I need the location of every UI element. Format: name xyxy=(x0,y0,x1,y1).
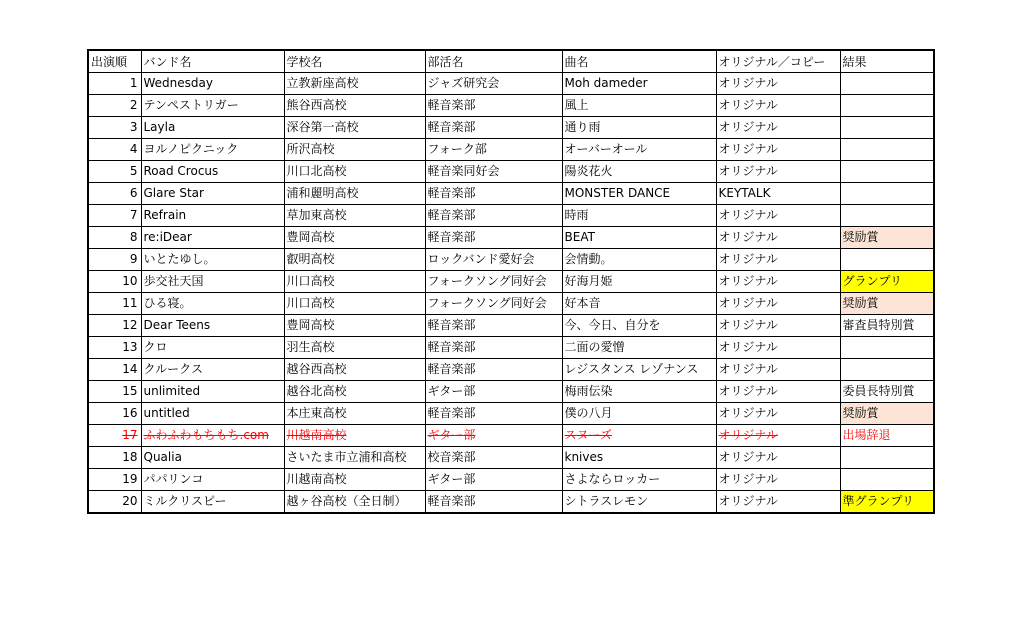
cell-order[interactable]: 17 xyxy=(88,425,141,447)
cell-original-copy[interactable]: オリジナル xyxy=(716,95,840,117)
cell-school-name[interactable]: 叡明高校 xyxy=(284,249,425,271)
cell-school-name[interactable]: 所沢高校 xyxy=(284,139,425,161)
table-row xyxy=(88,227,934,249)
table-row xyxy=(88,161,934,183)
table-row xyxy=(88,117,934,139)
table-row xyxy=(88,447,934,469)
cell-order[interactable]: 15 xyxy=(88,381,141,403)
cell-club-name[interactable]: 軽音楽部 xyxy=(425,403,562,425)
cell-song-title[interactable]: 時雨 xyxy=(562,205,716,227)
table-row xyxy=(88,337,934,359)
table-row xyxy=(88,271,934,293)
header-club[interactable]: 部活名 xyxy=(425,50,562,73)
table-row xyxy=(88,183,934,205)
cell-band-name[interactable]: Dear Teens xyxy=(141,315,284,337)
cell-result[interactable] xyxy=(840,469,934,491)
cell-original-copy[interactable]: オリジナル xyxy=(716,425,840,447)
cell-club-name[interactable]: 軽音楽部 xyxy=(425,337,562,359)
cell-song-title[interactable]: BEAT xyxy=(562,227,716,249)
cell-order[interactable]: 10 xyxy=(88,271,141,293)
cell-result[interactable] xyxy=(840,249,934,271)
cell-original-copy[interactable]: オリジナル xyxy=(716,337,840,359)
cell-band-name[interactable]: テンペストリガー xyxy=(141,95,284,117)
cell-school-name[interactable]: 越ヶ谷高校（全日制） xyxy=(284,491,425,514)
cell-band-name[interactable]: unlimited xyxy=(141,381,284,403)
cell-original-copy[interactable]: オリジナル xyxy=(716,403,840,425)
cell-order[interactable]: 18 xyxy=(88,447,141,469)
cell-band-name[interactable]: 歩交社天国 xyxy=(141,271,284,293)
cell-club-name[interactable]: 軽音楽部 xyxy=(425,315,562,337)
table-row xyxy=(88,359,934,381)
cell-song-title[interactable]: シトラスレモン xyxy=(562,491,716,514)
table-row xyxy=(88,73,934,95)
cell-order[interactable]: 7 xyxy=(88,205,141,227)
cell-original-copy[interactable]: オリジナル xyxy=(716,161,840,183)
results-table xyxy=(87,49,935,514)
cell-result[interactable]: 奨励賞 xyxy=(840,227,934,249)
cell-club-name[interactable]: 軽音楽部 xyxy=(425,95,562,117)
cell-band-name[interactable]: untitled xyxy=(141,403,284,425)
cell-order[interactable]: 6 xyxy=(88,183,141,205)
cell-school-name[interactable]: 羽生高校 xyxy=(284,337,425,359)
cell-result[interactable]: 審査員特別賞 xyxy=(840,315,934,337)
cell-song-title[interactable]: レジスタンス レゾナンス xyxy=(562,359,716,381)
cell-result[interactable] xyxy=(840,183,934,205)
cell-school-name[interactable]: 豊岡高校 xyxy=(284,315,425,337)
cell-result[interactable] xyxy=(840,161,934,183)
cell-school-name[interactable]: 川口高校 xyxy=(284,293,425,315)
cell-original-copy[interactable]: オリジナル xyxy=(716,315,840,337)
header-school[interactable]: 学校名 xyxy=(284,50,425,73)
cell-order[interactable]: 8 xyxy=(88,227,141,249)
cell-original-copy[interactable]: オリジナル xyxy=(716,117,840,139)
cell-school-name[interactable]: 熊谷西高校 xyxy=(284,95,425,117)
cell-order[interactable]: 9 xyxy=(88,249,141,271)
cell-song-title[interactable]: 好海月姫 xyxy=(562,271,716,293)
cell-club-name[interactable]: ギター部 xyxy=(425,381,562,403)
cell-song-title[interactable]: 会情動。 xyxy=(562,249,716,271)
header-song[interactable]: 曲名 xyxy=(562,50,716,73)
table-row xyxy=(88,403,934,425)
cell-result[interactable] xyxy=(840,359,934,381)
cell-band-name[interactable]: ひる寝。 xyxy=(141,293,284,315)
cell-result[interactable] xyxy=(840,95,934,117)
table-row xyxy=(88,315,934,337)
cell-result[interactable] xyxy=(840,447,934,469)
cell-band-name[interactable]: クルークス xyxy=(141,359,284,381)
cell-result[interactable] xyxy=(840,205,934,227)
header-order[interactable]: 出演順 xyxy=(88,50,141,73)
cell-club-name[interactable]: ジャズ研究会 xyxy=(425,73,562,95)
cell-song-title[interactable]: スヌーズ xyxy=(562,425,716,447)
cell-original-copy[interactable]: オリジナル xyxy=(716,293,840,315)
cell-school-name[interactable]: 越谷西高校 xyxy=(284,359,425,381)
cell-band-name[interactable]: ミルクリスピー xyxy=(141,491,284,514)
header-band[interactable]: バンド名 xyxy=(141,50,284,73)
cell-order[interactable]: 20 xyxy=(88,491,141,514)
cell-club-name[interactable]: 軽音楽部 xyxy=(425,183,562,205)
cell-order[interactable]: 16 xyxy=(88,403,141,425)
cell-band-name[interactable]: Road Crocus xyxy=(141,161,284,183)
cell-school-name[interactable]: 越谷北高校 xyxy=(284,381,425,403)
cell-club-name[interactable]: ロックバンド愛好会 xyxy=(425,249,562,271)
cell-song-title[interactable]: 僕の八月 xyxy=(562,403,716,425)
cell-order[interactable]: 1 xyxy=(88,73,141,95)
cell-club-name[interactable]: 軽音楽部 xyxy=(425,491,562,514)
cell-band-name[interactable]: Wednesday xyxy=(141,73,284,95)
cell-band-name[interactable]: Refrain xyxy=(141,205,284,227)
cell-band-name[interactable]: re:iDear xyxy=(141,227,284,249)
cell-band-name[interactable]: ふわふわもちもち.com xyxy=(141,425,284,447)
cell-school-name[interactable]: 浦和麗明高校 xyxy=(284,183,425,205)
cell-song-title[interactable]: 陽炎花火 xyxy=(562,161,716,183)
table-row xyxy=(88,469,934,491)
cell-song-title[interactable]: オーバーオール xyxy=(562,139,716,161)
cell-original-copy[interactable]: オリジナル xyxy=(716,469,840,491)
cell-school-name[interactable]: 豊岡高校 xyxy=(284,227,425,249)
cell-school-name[interactable]: さいたま市立浦和高校 xyxy=(284,447,425,469)
cell-song-title[interactable]: 通り雨 xyxy=(562,117,716,139)
cell-band-name[interactable]: ヨルノピクニック xyxy=(141,139,284,161)
cell-original-copy[interactable]: オリジナル xyxy=(716,205,840,227)
cell-song-title[interactable]: knives xyxy=(562,447,716,469)
cell-school-name[interactable]: 川口高校 xyxy=(284,271,425,293)
cell-result[interactable]: 出場辞退 xyxy=(840,425,934,447)
cell-order[interactable]: 4 xyxy=(88,139,141,161)
table-row xyxy=(88,95,934,117)
table-row xyxy=(88,381,934,403)
header-original-copy[interactable]: オリジナル／コピー xyxy=(716,50,840,73)
cell-club-name[interactable]: フォークソング同好会 xyxy=(425,271,562,293)
cell-original-copy[interactable]: オリジナル xyxy=(716,227,840,249)
cell-original-copy[interactable]: オリジナル xyxy=(716,447,840,469)
cell-club-name[interactable]: 軽音楽部 xyxy=(425,359,562,381)
cell-song-title[interactable]: MONSTER DANCE xyxy=(562,183,716,205)
cell-band-name[interactable]: いとたゆし。 xyxy=(141,249,284,271)
cell-order[interactable]: 5 xyxy=(88,161,141,183)
cell-school-name[interactable]: 川越南高校 xyxy=(284,425,425,447)
cell-song-title[interactable]: さよならロッカー xyxy=(562,469,716,491)
cell-band-name[interactable]: クロ xyxy=(141,337,284,359)
cell-band-name[interactable]: パパリンコ xyxy=(141,469,284,491)
cell-school-name[interactable]: 深谷第一高校 xyxy=(284,117,425,139)
cell-club-name[interactable]: 軽音楽部 xyxy=(425,117,562,139)
cell-club-name[interactable]: 軽音楽部 xyxy=(425,205,562,227)
cell-school-name[interactable]: 立教新座高校 xyxy=(284,73,425,95)
cell-result[interactable]: 準グランプリ xyxy=(840,491,934,514)
header-row xyxy=(88,50,934,73)
cell-original-copy[interactable]: オリジナル xyxy=(716,381,840,403)
cell-club-name[interactable]: ギター部 xyxy=(425,425,562,447)
table-body xyxy=(88,73,934,514)
cell-original-copy[interactable]: オリジナル xyxy=(716,249,840,271)
cell-original-copy[interactable]: オリジナル xyxy=(716,491,840,514)
cell-school-name[interactable]: 草加東高校 xyxy=(284,205,425,227)
cell-song-title[interactable]: Moh dameder xyxy=(562,73,716,95)
cell-song-title[interactable]: 好本音 xyxy=(562,293,716,315)
cell-order[interactable]: 3 xyxy=(88,117,141,139)
cell-band-name[interactable]: Qualia xyxy=(141,447,284,469)
header-result[interactable]: 結果 xyxy=(840,50,934,73)
cell-order[interactable]: 19 xyxy=(88,469,141,491)
cell-order[interactable]: 12 xyxy=(88,315,141,337)
cell-school-name[interactable]: 川越南高校 xyxy=(284,469,425,491)
cell-result[interactable]: グランプリ xyxy=(840,271,934,293)
cell-result[interactable] xyxy=(840,73,934,95)
cell-song-title[interactable]: 梅雨伝染 xyxy=(562,381,716,403)
cell-song-title[interactable]: 二面の愛憎 xyxy=(562,337,716,359)
table-row xyxy=(88,249,934,271)
table-row xyxy=(88,293,934,315)
cell-club-name[interactable]: フォーク部 xyxy=(425,139,562,161)
cell-club-name[interactable]: 軽音楽同好会 xyxy=(425,161,562,183)
cell-club-name[interactable]: 校音楽部 xyxy=(425,447,562,469)
cell-order[interactable]: 2 xyxy=(88,95,141,117)
cell-club-name[interactable]: ギター部 xyxy=(425,469,562,491)
cell-order[interactable]: 11 xyxy=(88,293,141,315)
cell-result[interactable]: 委員長特別賞 xyxy=(840,381,934,403)
cell-order[interactable]: 13 xyxy=(88,337,141,359)
cell-original-copy[interactable]: KEYTALK xyxy=(716,183,840,205)
cell-club-name[interactable]: フォークソング同好会 xyxy=(425,293,562,315)
cell-club-name[interactable]: 軽音楽部 xyxy=(425,227,562,249)
table-row xyxy=(88,139,934,161)
cell-band-name[interactable]: Layla xyxy=(141,117,284,139)
cell-original-copy[interactable]: オリジナル xyxy=(716,73,840,95)
cell-result[interactable] xyxy=(840,337,934,359)
cell-band-name[interactable]: Glare Star xyxy=(141,183,284,205)
cell-result[interactable] xyxy=(840,117,934,139)
cell-result[interactable]: 奨励賞 xyxy=(840,403,934,425)
cell-school-name[interactable]: 川口北高校 xyxy=(284,161,425,183)
cell-song-title[interactable]: 今、今日、自分を xyxy=(562,315,716,337)
cell-result[interactable] xyxy=(840,139,934,161)
cell-song-title[interactable]: 風上 xyxy=(562,95,716,117)
cell-result[interactable]: 奨励賞 xyxy=(840,293,934,315)
table-row xyxy=(88,491,934,514)
cell-school-name[interactable]: 本庄東高校 xyxy=(284,403,425,425)
cell-original-copy[interactable]: オリジナル xyxy=(716,271,840,293)
cell-original-copy[interactable]: オリジナル xyxy=(716,359,840,381)
cell-order[interactable]: 14 xyxy=(88,359,141,381)
table-row xyxy=(88,425,934,447)
table-row xyxy=(88,205,934,227)
cell-original-copy[interactable]: オリジナル xyxy=(716,139,840,161)
